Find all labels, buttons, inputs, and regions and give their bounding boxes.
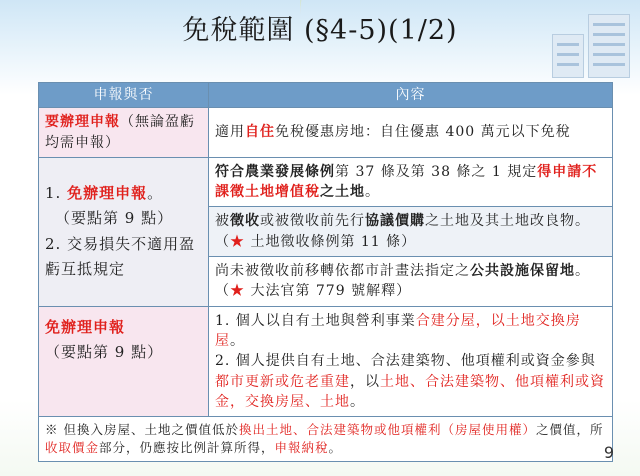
filing-item-1-note: （要點第 9 點） xyxy=(55,209,174,228)
content-text: 被 xyxy=(215,213,230,230)
content-text: 。（ xyxy=(215,263,590,300)
filing-item-1 xyxy=(45,181,202,207)
header-filing: 申報與否 xyxy=(39,83,209,108)
footnote-highlight: 收取價金 xyxy=(45,440,100,456)
content-bold: 之土地 xyxy=(320,184,365,201)
content-text: 土地徵收條例第 11 條） xyxy=(245,233,417,250)
filing-cell xyxy=(39,108,209,158)
punctuation: 。 xyxy=(230,332,245,349)
table-row xyxy=(39,157,613,207)
content-highlight: 自住 xyxy=(245,124,275,141)
header-content: 內容 xyxy=(209,83,613,108)
content-highlight: 土地、合法建築物、他項權利或資金，交換房屋、土地 xyxy=(215,373,605,410)
filing-cell xyxy=(39,157,209,306)
star-icon: ★ xyxy=(230,233,245,250)
table-row xyxy=(39,417,613,462)
content-bold: 符合農業發展條例 xyxy=(215,163,335,180)
table-header-row xyxy=(39,83,613,108)
content-item-2 xyxy=(215,351,606,412)
table-row xyxy=(39,306,613,416)
content-text: 尚未被徵收前移轉依都市計畫法指定之 xyxy=(215,263,470,280)
content-bold: 徵收 xyxy=(230,213,260,230)
content-text: 2. 個人提供自有土地、合法建築物、他項權利或資金參與 xyxy=(215,353,596,370)
page-number: 9 xyxy=(603,443,614,462)
content-highlight: 都市更新或危老重建 xyxy=(215,373,350,390)
content-cell xyxy=(209,108,613,158)
content-cell xyxy=(209,306,613,416)
content-text: 或被徵收前先行 xyxy=(260,213,365,230)
filing-exempt-label: 免辦理申報 xyxy=(45,317,126,336)
content-text: ，以 xyxy=(350,373,380,390)
filing-note: （要點第 9 點） xyxy=(45,343,164,362)
punctuation: 。 xyxy=(365,184,380,201)
footnote-text: 部分，仍應按比例計算所得， xyxy=(99,440,275,456)
content-bold: 協議價購 xyxy=(365,213,425,230)
content-cell xyxy=(209,157,613,207)
filing-required-label: 要辦理申報 xyxy=(45,114,120,131)
punctuation: 。 xyxy=(350,393,365,410)
content-text: 免稅優惠房地：自住優惠 400 萬元以下免稅 xyxy=(275,124,571,141)
content-cell xyxy=(209,257,613,307)
star-icon: ★ xyxy=(230,283,245,300)
punctuation: 。 xyxy=(147,183,164,202)
footnote-text: ※ 但換入房屋、土地之價值低於 xyxy=(45,422,239,438)
page-title: 免稅範圍 (§4-5)(1/2) xyxy=(182,15,458,46)
content-item-1 xyxy=(215,311,606,352)
content-text: 大法官第 779 號解釋） xyxy=(245,283,412,300)
content-text: 1. 個人以自有土地與營利事業 xyxy=(215,312,416,329)
footnote-text: 之價值，所 xyxy=(536,422,604,438)
content-text: 適用 xyxy=(215,124,245,141)
footnote-cell xyxy=(39,417,613,462)
filing-exempt-label: 免辦理申報 xyxy=(67,183,148,202)
tax-exemption-table xyxy=(38,82,613,462)
item-number: 1. xyxy=(45,183,68,202)
content-cell xyxy=(209,207,613,257)
content-bold: 公共設施保留地 xyxy=(470,263,575,280)
filing-cell xyxy=(39,306,209,416)
content-text: 之土地及其土地改良物。（ xyxy=(215,213,590,250)
footnote-highlight: 換出土地、合法建築物或他項權利（房屋使用權） xyxy=(238,422,536,438)
filing-item-2: 2. 交易損失不適用盈虧互抵規定 xyxy=(45,234,196,279)
punctuation: 。 xyxy=(328,440,343,456)
footnote-highlight: 申報納稅 xyxy=(274,440,329,456)
content-text: 第 37 條及第 38 條之 1 規定 xyxy=(335,163,538,180)
table-row xyxy=(39,108,613,158)
content-highlight: 得申請不課徵土地增值稅 xyxy=(215,163,598,201)
content-highlight: 合建分屋，以土地交換房屋 xyxy=(215,312,581,349)
filing-note: （無論盈虧均需申報） xyxy=(45,114,195,151)
